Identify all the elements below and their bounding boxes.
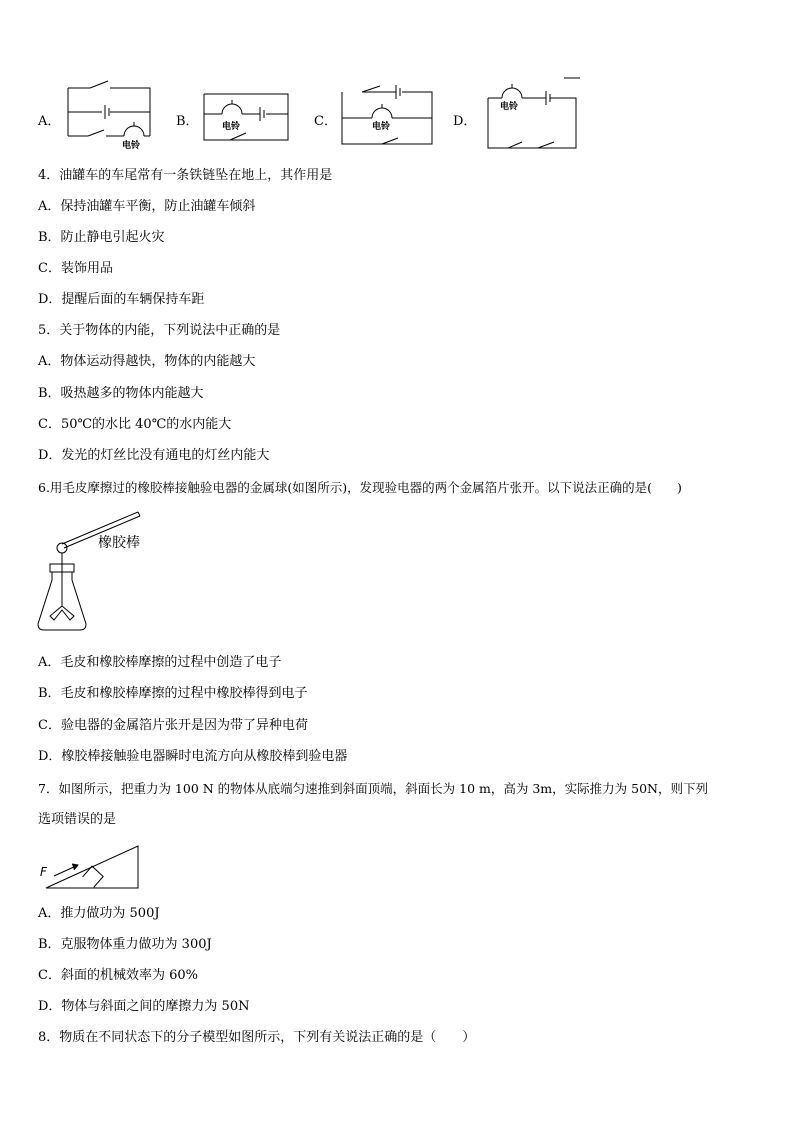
force-label: F (40, 865, 47, 879)
rubber-rod-label: 橡胶棒 (98, 535, 140, 551)
q4-option-d: D．提醒后面的车辆保持车距 (38, 292, 205, 307)
q4-option-b: B．防止静电引起火灾 (38, 230, 165, 245)
circuit-c-bell-label: 电铃 (372, 122, 391, 132)
q6-option-b: B．毛皮和橡胶棒摩擦的过程中橡胶棒得到电子 (38, 686, 308, 701)
circuit-d-diagram (484, 74, 584, 154)
q5-option-a: A．物体运动得越快，物体的内能越大 (38, 354, 256, 369)
q7-stem-line1: 7．如图所示，把重力为 100 N 的物体从底端匀速推到斜面顶端，斜面长为 10 m，高为 3m，实际推力为 50N，则下列 (38, 781, 708, 796)
q3-option-a-label: A． (38, 114, 61, 129)
q7-option-d: D．物体与斜面之间的摩擦力为 50N (38, 999, 250, 1014)
q4-option-a: A．保持油罐车平衡，防止油罐车倾斜 (38, 199, 256, 214)
circuit-d-bell-label: 电铃 (500, 102, 519, 112)
q6-option-a: A．毛皮和橡胶棒摩擦的过程中创造了电子 (38, 655, 282, 670)
q4-stem: 4．油罐车的车尾常有一条铁链坠在地上，其作用是 (38, 168, 333, 183)
q6-option-c: C．验电器的金属箔片张开是因为带了异种电荷 (38, 718, 308, 733)
circuit-b-diagram (200, 78, 294, 150)
electroscope-figure (34, 508, 174, 638)
q7-option-c: C．斜面的机械效率为 60% (38, 968, 198, 983)
q5-option-b: B．吸热越多的物体内能越大 (38, 386, 204, 401)
circuit-a-diagram (62, 78, 154, 150)
incline-figure (36, 838, 142, 894)
q6-option-d: D．橡胶棒接触验电器瞬时电流方向从橡胶棒到验电器 (38, 749, 348, 764)
circuit-a-bell-label: 电铃 (122, 141, 141, 150)
q5-stem: 5．关于物体的内能，下列说法中正确的是 (38, 323, 281, 338)
q5-option-d: D．发光的灯丝比没有通电的灯丝内能大 (38, 448, 270, 463)
q7-option-b: B．克服物体重力做功为 300J (38, 937, 212, 952)
q6-stem: 6.用毛皮摩擦过的橡胶棒接触验电器的金属球(如图所示)，发现验电器的两个金属箔片张开。以下说法正确的是( ) (38, 480, 682, 495)
q7-option-a: A．推力做功为 500J (38, 906, 160, 921)
circuit-c-diagram (338, 78, 438, 154)
q5-option-c: C．50℃的水比 40℃的水内能大 (38, 417, 232, 432)
circuit-b-bell-label: 电铃 (222, 122, 241, 132)
q7-stem-line2: 选项错误的是 (38, 812, 117, 827)
q8-stem: 8．物质在不同状态下的分子模型如图所示，下列有关说法正确的是（ ） (38, 1030, 476, 1045)
q3-option-d-label: D． (453, 114, 477, 129)
q3-option-b-label: B． (176, 114, 199, 129)
q3-option-c-label: C． (314, 114, 337, 129)
q4-option-c: C．装饰用品 (38, 261, 113, 276)
